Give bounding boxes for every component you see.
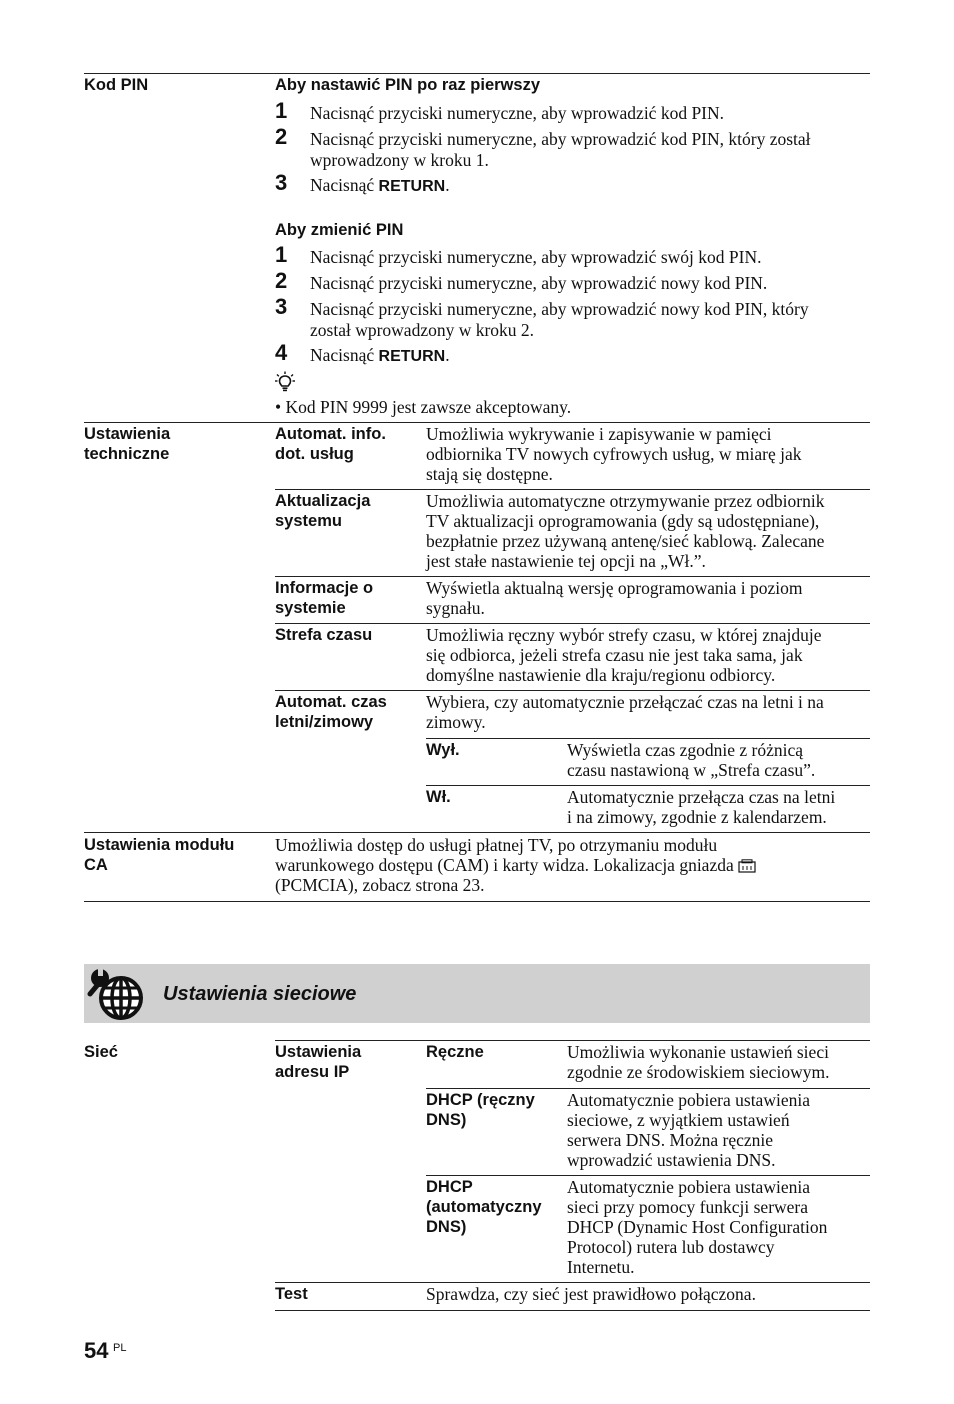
option-description: Umożliwia wykonanie ustawień sieci zgodnie ze środowiskiem sieciowym.	[567, 1042, 830, 1082]
section-rule	[84, 901, 870, 902]
page-number: 54	[84, 1338, 109, 1363]
option-description: Automatycznie przełącza czas na letni i na zimowy, zgodnie z kalendarzem.	[567, 787, 836, 827]
row-rule	[426, 1175, 870, 1176]
step-text: Nacisnąć przyciski numeryczne, aby wprowadzić nowy kod PIN, który	[310, 299, 809, 319]
network-settings-icon	[87, 966, 145, 1022]
section-rule	[84, 422, 870, 423]
setting-description: Wyświetla aktualną wersję oprogramowania i poziom sygnału.	[426, 578, 803, 618]
option-name: Wł.	[426, 788, 451, 806]
setting-description: Umożliwia wykrywanie i zapisywanie w pamięci odbiornika TV nowych cyfrowych usług, w miarę jak stają się dostępne.	[426, 424, 802, 484]
step-text: został wprowadzony w kroku 2.	[310, 320, 535, 340]
row-rule	[275, 489, 870, 490]
option-name: Ręczne	[426, 1043, 484, 1061]
option-name: DHCP (automatyczny DNS)	[426, 1178, 542, 1236]
setting-name: Automat. info. dot. usług	[275, 425, 386, 463]
section-rule	[84, 832, 870, 833]
option-description: Automatycznie pobiera ustawienia sieciowe, z wyjątkiem ustawień serwera DNS. Można ręcznie wprowadzić ustawienia DNS.	[567, 1090, 810, 1170]
pcmcia-slot-icon	[738, 859, 756, 873]
step-number: 1	[275, 98, 288, 123]
tip-text: • Kod PIN 9999 jest zawsze akceptowany.	[275, 397, 572, 417]
step-number: 3	[275, 170, 288, 195]
page-language: PL	[113, 1342, 127, 1354]
step-text: Nacisnąć przyciski numeryczne, aby wprowadzić swój kod PIN.	[310, 247, 762, 267]
banner-title: Ustawienia sieciowe	[163, 983, 357, 1005]
row-rule	[275, 1310, 870, 1311]
step-number: 2	[275, 268, 288, 293]
row-rule	[275, 623, 870, 624]
setting-description: Umożliwia ręczny wybór strefy czasu, w której znajduje się odbiorca, jeżeli strefa czasu nie jest taka sama, jak domyślne nastawienie dla kraju/regionu odbiorcy.	[426, 625, 822, 685]
tech-label: Ustawienia techniczne	[84, 425, 171, 463]
row-rule	[426, 1088, 870, 1089]
step-text: Nacisnąć przyciski numeryczne, aby wprowadzić nowy kod PIN.	[310, 273, 768, 293]
step-number: 1	[275, 242, 288, 267]
setting-name: Informacje o systemie	[275, 579, 374, 617]
setting-name: Strefa czasu	[275, 626, 373, 644]
row-rule	[275, 1040, 870, 1041]
lightbulb-tip-icon	[275, 371, 295, 393]
step-number: 4	[275, 340, 288, 365]
setting-name: Aktualizacja systemu	[275, 492, 371, 530]
option-name: DHCP (ręczny DNS)	[426, 1091, 535, 1129]
kod-pin-label: Kod PIN	[84, 76, 149, 94]
row-rule	[275, 1282, 870, 1283]
pin-change-heading: Aby zmienić PIN	[275, 221, 404, 239]
network-settings-banner	[84, 964, 870, 1023]
row-rule	[426, 738, 870, 739]
test-label: Test	[275, 1285, 308, 1303]
ca-description: Umożliwia dostęp do usługi płatnej TV, po otrzymaniu modułu warunkowego dostępu (CAM) i karty widza. Lokalizacja gniazda (PCMCIA), zobacz strona 23.	[275, 835, 756, 895]
pin-first-heading: Aby nastawić PIN po raz pierwszy	[275, 76, 540, 94]
network-label: Sieć	[84, 1043, 118, 1061]
return-key-label: RETURN	[378, 348, 446, 365]
row-rule	[426, 785, 870, 786]
step-number: 2	[275, 124, 288, 149]
ip-settings-label: Ustawienia adresu IP	[275, 1043, 362, 1081]
step-text: Nacisnąć przyciski numeryczne, aby wprowadzić kod PIN, który został	[310, 129, 811, 149]
option-description: Wyświetla czas zgodnie z różnicą czasu nastawioną w „Strefa czasu”.	[567, 740, 816, 780]
row-rule	[275, 690, 870, 691]
return-key-label: RETURN	[378, 178, 446, 195]
option-description: Automatycznie pobiera ustawienia sieci przy pomocy funkcji serwera DHCP (Dynamic Host Configuration Protocol) rutera lub dostawcy Internetu.	[567, 1177, 828, 1277]
setting-name: Automat. czas letni/zimowy	[275, 693, 387, 731]
row-rule	[275, 576, 870, 577]
setting-description: Wybiera, czy automatycznie przełączać czas na letni i na zimowy.	[426, 692, 824, 732]
option-name: Wył.	[426, 741, 460, 759]
step-number: 3	[275, 294, 288, 319]
step-text: Nacisnąć RETURN.	[310, 345, 450, 365]
step-text: wprowadzony w kroku 1.	[310, 150, 489, 170]
setting-description: Umożliwia automatyczne otrzymywanie przez odbiornik TV aktualizacji oprogramowania (gdy są udostępniane), bezpłatnie przez używaną antenę/sieć kablową. Zalecane jest stałe nastawienie tej opcji na „Wł.”.	[426, 491, 825, 571]
test-description: Sprawdza, czy sieć jest prawidłowo połączona.	[426, 1284, 756, 1304]
step-text: Nacisnąć RETURN.	[310, 175, 450, 195]
top-rule	[84, 73, 870, 74]
step-text: Nacisnąć przyciski numeryczne, aby wprowadzić kod PIN.	[310, 103, 725, 123]
ca-label: Ustawienia modułu CA	[84, 836, 235, 874]
